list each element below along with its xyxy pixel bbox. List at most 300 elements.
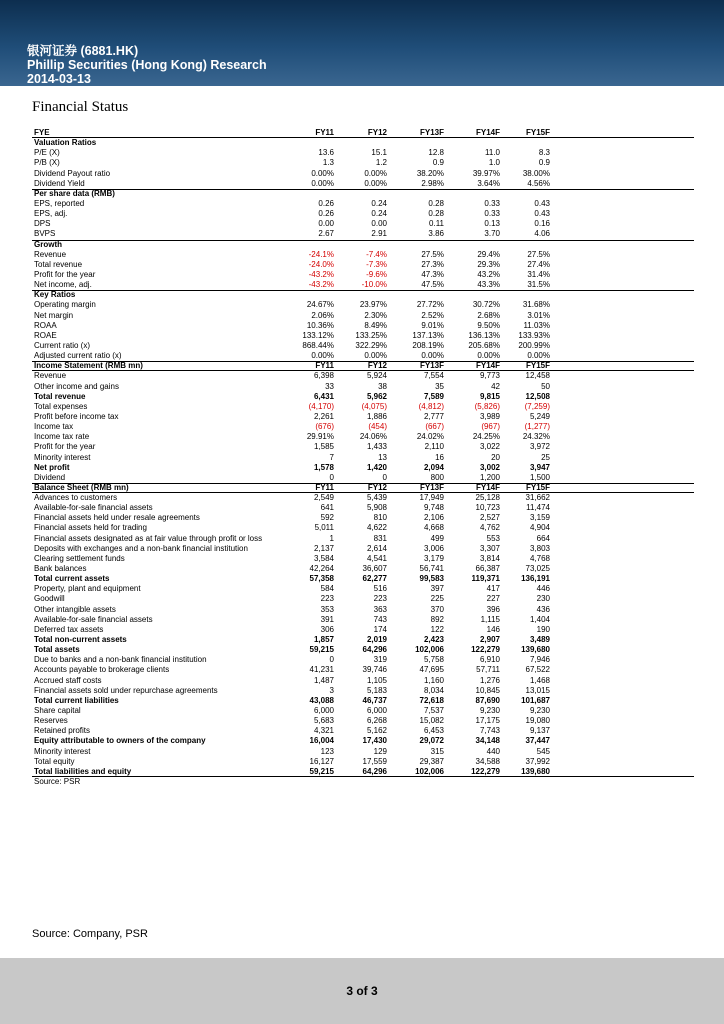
cell-value: 2,261	[313, 411, 334, 421]
cell-value: 592	[320, 513, 334, 523]
cell-value: 122,279	[471, 766, 500, 776]
row-label: Accounts payable to brokerage clients	[34, 665, 170, 675]
cell-value: 57,358	[309, 574, 334, 584]
cell-value: (4,812)	[418, 401, 444, 411]
table-row	[32, 665, 694, 675]
cell-value: 34,588	[475, 756, 500, 766]
cell-value: 641	[320, 503, 334, 513]
row-label: Total non-current assets	[34, 635, 127, 645]
cell-value: 4,541	[366, 553, 387, 563]
cell-value: 0	[329, 472, 334, 482]
cell-value: 319	[373, 655, 387, 665]
cell-value: 122	[430, 624, 444, 634]
cell-value: 1,487	[313, 675, 334, 685]
cell-value: FY12	[367, 361, 387, 371]
cell-value: -43.2%	[308, 269, 334, 279]
cell-value: 6,000	[313, 706, 334, 716]
cell-value: 8.49%	[364, 320, 387, 330]
cell-value: 4.06	[534, 229, 550, 239]
cell-value: 3.70	[484, 229, 500, 239]
cell-value: 1.3	[322, 158, 334, 168]
cell-value: 72,618	[419, 695, 444, 705]
cell-value: 743	[373, 614, 387, 624]
cell-value: 27.5%	[421, 249, 444, 259]
row-label: Financial assets held under resale agreements	[34, 513, 200, 523]
row-label: Net profit	[34, 462, 70, 472]
cell-value: 5,439	[366, 493, 387, 503]
cell-value: 47,695	[419, 665, 444, 675]
cell-value: 1,857	[313, 635, 334, 645]
report-date: 2014-03-13	[27, 72, 91, 86]
cell-value: (4,170)	[308, 401, 334, 411]
cell-value: 363	[373, 604, 387, 614]
table-row	[32, 432, 694, 442]
table-row	[32, 229, 694, 239]
row-label: Income Statement (RMB mn)	[34, 361, 143, 371]
row-label: BVPS	[34, 229, 56, 239]
row-label: Bank balances	[34, 564, 87, 574]
row-label: Income tax	[34, 422, 74, 432]
table-row	[32, 655, 694, 665]
cell-value: 136,191	[521, 574, 550, 584]
row-label: Reserves	[34, 716, 68, 726]
table-row	[32, 493, 694, 503]
cell-value: 4,622	[366, 523, 387, 533]
stock-ticker-title: 银河证券 (6881.HK)	[27, 44, 139, 58]
cell-value: 9,773	[479, 371, 500, 381]
cell-value: 205.68%	[468, 340, 500, 350]
cell-value: 353	[320, 604, 334, 614]
cell-value: 59,215	[309, 645, 334, 655]
row-label: Source: PSR	[34, 777, 81, 786]
cell-value: FY15F	[525, 361, 550, 371]
row-label: Total current liabilities	[34, 695, 119, 705]
row-label: Revenue	[34, 371, 67, 381]
cell-value: 322.29%	[355, 340, 387, 350]
table-row	[32, 747, 694, 757]
cell-value: 67,522	[525, 665, 550, 675]
row-label: Profit before income tax	[34, 411, 119, 421]
row-label: Total revenue	[34, 259, 83, 269]
cell-value: 499	[430, 533, 444, 543]
row-label: P/B (X)	[34, 158, 60, 168]
cell-value: 190	[536, 624, 550, 634]
cell-value: 39.97%	[472, 168, 500, 178]
row-label: Accrued staff costs	[34, 675, 102, 685]
cell-value: 16,127	[309, 756, 334, 766]
cell-value: 0.26	[318, 198, 334, 208]
cell-value: 2.68%	[477, 310, 500, 320]
row-label: Other income and gains	[34, 381, 119, 391]
table-row	[32, 554, 694, 564]
cell-value: 0	[382, 472, 387, 482]
cell-value: 10,845	[475, 685, 500, 695]
cell-value: 27.4%	[527, 259, 550, 269]
research-house-name: Phillip Securities (Hong Kong) Research	[27, 58, 267, 72]
row-label: Revenue	[34, 249, 67, 259]
cell-value: 25,128	[475, 493, 500, 503]
table-row	[32, 544, 694, 554]
cell-value: 0.00%	[311, 168, 334, 178]
cell-value: 4,321	[313, 726, 334, 736]
cell-value: 27.5%	[527, 249, 550, 259]
cell-value: 4.56%	[527, 178, 550, 188]
table-row	[32, 371, 694, 381]
cell-value: (5,826)	[474, 401, 500, 411]
table-row	[32, 706, 694, 716]
cell-value: 31,662	[525, 493, 550, 503]
cell-value: 0.33	[484, 209, 500, 219]
row-label: Deferred tax assets	[34, 624, 104, 634]
cell-value: 7	[329, 452, 334, 462]
row-label: Financial assets designated as at fair value through profit or loss	[34, 533, 263, 543]
cell-value: 1,433	[366, 442, 387, 452]
cell-value: 3,947	[529, 462, 550, 472]
row-label: ROAE	[34, 330, 57, 340]
cell-value: 12.8	[428, 148, 444, 158]
cell-value: 29.3%	[477, 259, 500, 269]
cell-value: 227	[486, 594, 500, 604]
cell-value: FY14F	[475, 361, 500, 371]
cell-value: 10,723	[475, 503, 500, 513]
cell-value: 174	[373, 624, 387, 634]
table-row	[32, 523, 694, 533]
cell-value: 42,264	[309, 564, 334, 574]
cell-value: 440	[486, 746, 500, 756]
cell-value: (667)	[425, 422, 444, 432]
cell-value: 139,680	[521, 766, 550, 776]
row-label: Operating margin	[34, 300, 96, 310]
row-label: Minority interest	[34, 746, 91, 756]
cell-value: FY13F	[419, 128, 444, 137]
row-label: Growth	[34, 239, 62, 249]
cell-value: 800	[430, 472, 444, 482]
cell-value: 3,022	[479, 442, 500, 452]
cell-value: 5,162	[366, 726, 387, 736]
table-row	[32, 138, 694, 148]
cell-value: 64,296	[362, 645, 387, 655]
row-label: EPS, adj.	[34, 209, 68, 219]
cell-value: 3,307	[479, 543, 500, 553]
row-label: Deposits with exchanges and a non-bank financial institution	[34, 543, 248, 553]
cell-value: 11.03%	[523, 320, 550, 330]
cell-value: 146	[486, 624, 500, 634]
cell-value: 56,741	[419, 564, 444, 574]
cell-value: 13,015	[525, 685, 550, 695]
cell-value: 0	[329, 655, 334, 665]
cell-value: 102,006	[415, 645, 444, 655]
row-label: Available-for-sale financial assets	[34, 503, 153, 513]
table-row	[32, 331, 694, 341]
cell-value: 5,908	[366, 503, 387, 513]
cell-value: 102,006	[415, 766, 444, 776]
cell-value: 24.02%	[416, 432, 444, 442]
cell-value: 38.00%	[522, 168, 550, 178]
cell-value: -7.3%	[366, 259, 387, 269]
section-title: Financial Status	[32, 99, 129, 115]
table-row	[32, 219, 694, 229]
cell-value: 417	[486, 584, 500, 594]
cell-value: 24.25%	[472, 432, 500, 442]
cell-value: 6,268	[366, 716, 387, 726]
cell-value: 446	[536, 584, 550, 594]
table-row	[32, 483, 694, 493]
cell-value: (967)	[481, 422, 500, 432]
row-label: Clearing settlement funds	[34, 553, 125, 563]
row-label: Total assets	[34, 645, 80, 655]
table-row	[32, 250, 694, 260]
cell-value: 38.20%	[416, 168, 444, 178]
cell-value: 23.97%	[359, 300, 387, 310]
cell-value: 6,910	[479, 655, 500, 665]
cell-value: 4,904	[529, 523, 550, 533]
cell-value: 3,803	[529, 543, 550, 553]
cell-value: 225	[430, 594, 444, 604]
cell-value: 9,748	[423, 503, 444, 513]
cell-value: 2.52%	[421, 310, 444, 320]
row-label: Total expenses	[34, 401, 88, 411]
table-row	[32, 311, 694, 321]
cell-value: 9.50%	[477, 320, 500, 330]
cell-value: 3.01%	[527, 310, 550, 320]
cell-value: 17,559	[362, 756, 387, 766]
table-row	[32, 169, 694, 179]
row-label: Net margin	[34, 310, 74, 320]
cell-value: 7,589	[423, 391, 444, 401]
cell-value: 2,614	[366, 543, 387, 553]
table-row	[32, 453, 694, 463]
cell-value: 122,279	[471, 645, 500, 655]
financial-status-table	[32, 128, 694, 787]
table-row	[32, 351, 694, 361]
cell-value: 31.68%	[522, 300, 550, 310]
cell-value: FY15F	[525, 482, 550, 492]
table-row	[32, 402, 694, 412]
cell-value: 0.28	[428, 209, 444, 219]
cell-value: 1.2	[375, 158, 387, 168]
cell-value: 3,489	[529, 635, 550, 645]
table-row	[32, 260, 694, 270]
cell-value: 129	[373, 746, 387, 756]
table-row	[32, 615, 694, 625]
cell-value: 0.13	[484, 219, 500, 229]
cell-value: 19,080	[525, 716, 550, 726]
cell-value: 41,231	[309, 665, 334, 675]
table-row	[32, 757, 694, 767]
table-row	[32, 422, 694, 432]
row-label: Other intangible assets	[34, 604, 116, 614]
table-row	[32, 189, 694, 199]
cell-value: 123	[320, 746, 334, 756]
table-row	[32, 392, 694, 402]
table-row	[32, 716, 694, 726]
row-label: Profit for the year	[34, 442, 96, 452]
cell-value: 0.11	[429, 219, 444, 229]
cell-value: 2,549	[313, 493, 334, 503]
cell-value: 24.67%	[306, 300, 334, 310]
row-label: FYE	[34, 128, 50, 137]
cell-value: 9,815	[479, 391, 500, 401]
cell-value: 29,072	[419, 736, 444, 746]
cell-value: 0.00%	[311, 178, 334, 188]
cell-value: 66,387	[475, 564, 500, 574]
cell-value: 396	[486, 604, 500, 614]
cell-value: 1,404	[529, 614, 550, 624]
cell-value: 2,527	[479, 513, 500, 523]
cell-value: 5,011	[314, 523, 334, 533]
cell-value: 42	[491, 381, 500, 391]
cell-value: 31.5%	[527, 280, 550, 290]
cell-value: 50	[541, 381, 550, 391]
table-row	[32, 148, 694, 158]
row-label: Adjusted current ratio (x)	[34, 351, 122, 361]
row-label: Dividend Payout ratio	[34, 168, 111, 178]
cell-value: 30.72%	[472, 300, 500, 310]
cell-value: 3	[329, 685, 334, 695]
cell-value: FY15F	[525, 128, 550, 137]
cell-value: 1,500	[529, 472, 550, 482]
table-row	[32, 361, 694, 371]
cell-value: 2.67	[318, 229, 334, 239]
table-row	[32, 199, 694, 209]
cell-value: 200.99%	[518, 340, 550, 350]
source-note: Source: Company, PSR	[32, 928, 148, 940]
cell-value: 0.00%	[364, 168, 387, 178]
cell-value: 3,159	[529, 513, 550, 523]
cell-value: 208.19%	[412, 340, 444, 350]
cell-value: 3,584	[313, 553, 334, 563]
table-row	[32, 179, 694, 189]
cell-value: 0.33	[484, 198, 500, 208]
row-label: ROAA	[34, 320, 57, 330]
table-row	[32, 382, 694, 392]
cell-value: (676)	[315, 422, 334, 432]
cell-value: 2,094	[423, 462, 444, 472]
cell-value: FY12	[367, 128, 387, 137]
table-row	[32, 594, 694, 604]
cell-value: 43,088	[309, 695, 334, 705]
cell-value: 2.98%	[421, 178, 444, 188]
cell-value: 892	[430, 614, 444, 624]
cell-value: 1,585	[313, 442, 334, 452]
row-label: Retained profits	[34, 726, 91, 736]
cell-value: 43.3%	[477, 280, 500, 290]
cell-value: -7.4%	[366, 249, 387, 259]
table-row	[32, 280, 694, 290]
cell-value: 0.00	[318, 219, 334, 229]
cell-value: 137.13%	[412, 330, 444, 340]
cell-value: 7,554	[423, 371, 444, 381]
cell-value: 516	[373, 584, 387, 594]
cell-value: (7,259)	[524, 401, 550, 411]
cell-value: 2,019	[366, 635, 387, 645]
table-row	[32, 209, 694, 219]
cell-value: 0.24	[371, 209, 387, 219]
cell-value: 24.06%	[359, 432, 387, 442]
cell-value: 1,578	[313, 462, 334, 472]
cell-value: 370	[430, 604, 444, 614]
cell-value: 17,175	[475, 716, 500, 726]
cell-value: 5,183	[366, 685, 387, 695]
cell-value: 11.0	[485, 148, 500, 158]
table-row	[32, 473, 694, 483]
cell-value: 2,907	[479, 635, 500, 645]
cell-value: 8,034	[423, 685, 444, 695]
cell-value: FY11	[315, 482, 334, 492]
cell-value: 0.43	[534, 209, 550, 219]
cell-value: 545	[536, 746, 550, 756]
cell-value: 47.5%	[421, 280, 444, 290]
cell-value: 1,115	[480, 614, 500, 624]
cell-value: 133.25%	[355, 330, 387, 340]
table-row	[32, 767, 694, 777]
cell-value: 4,668	[423, 523, 444, 533]
row-label: P/E (X)	[34, 148, 60, 158]
cell-value: 27.3%	[421, 259, 444, 269]
cell-value: 2.30%	[364, 310, 387, 320]
cell-value: 0.9	[538, 158, 550, 168]
table-row	[32, 534, 694, 544]
row-label: Equity attributable to owners of the company	[34, 736, 206, 746]
cell-value: 5,249	[529, 411, 550, 421]
cell-value: 0.00%	[364, 178, 387, 188]
cell-value: 43.2%	[477, 269, 500, 279]
cell-value: 9.01%	[421, 320, 444, 330]
table-row	[32, 696, 694, 706]
row-label: EPS, reported	[34, 198, 85, 208]
row-label: Income tax rate	[34, 432, 90, 442]
table-row	[32, 574, 694, 584]
row-label: Key Ratios	[34, 290, 76, 300]
row-label: Total liabilities and equity	[34, 766, 132, 776]
cell-value: 0.24	[371, 198, 387, 208]
cell-value: 1,200	[479, 472, 500, 482]
cell-value: 0.9	[432, 158, 444, 168]
table-row	[32, 605, 694, 615]
table-row	[32, 686, 694, 696]
cell-value: 17,430	[362, 736, 387, 746]
cell-value: 0.00%	[364, 351, 387, 361]
cell-value: 223	[373, 594, 387, 604]
cell-value: FY14F	[475, 482, 500, 492]
cell-value: 136.13%	[468, 330, 500, 340]
cell-value: 0.00%	[477, 351, 500, 361]
cell-value: FY12	[367, 482, 387, 492]
cell-value: 39,746	[362, 665, 387, 675]
cell-value: 99,583	[419, 574, 444, 584]
cell-value: FY11	[315, 128, 334, 137]
cell-value: 3,989	[479, 411, 500, 421]
cell-value: FY11	[315, 361, 334, 371]
table-row	[32, 300, 694, 310]
cell-value: 38	[378, 381, 387, 391]
page-number: 3 of 3	[346, 984, 378, 998]
cell-value: 0.28	[428, 198, 444, 208]
report-header-banner	[0, 0, 724, 86]
table-row	[32, 726, 694, 736]
row-label: Valuation Ratios	[34, 138, 97, 148]
cell-value: 29,387	[419, 756, 444, 766]
table-row	[32, 564, 694, 574]
cell-value: 7,537	[423, 706, 444, 716]
row-label: Total current assets	[34, 574, 110, 584]
cell-value: 0.43	[534, 198, 550, 208]
cell-value: 0.00%	[421, 351, 444, 361]
table-row	[32, 158, 694, 168]
cell-value: 1,105	[366, 675, 387, 685]
cell-value: 29.4%	[477, 249, 500, 259]
cell-value: 5,962	[366, 391, 387, 401]
